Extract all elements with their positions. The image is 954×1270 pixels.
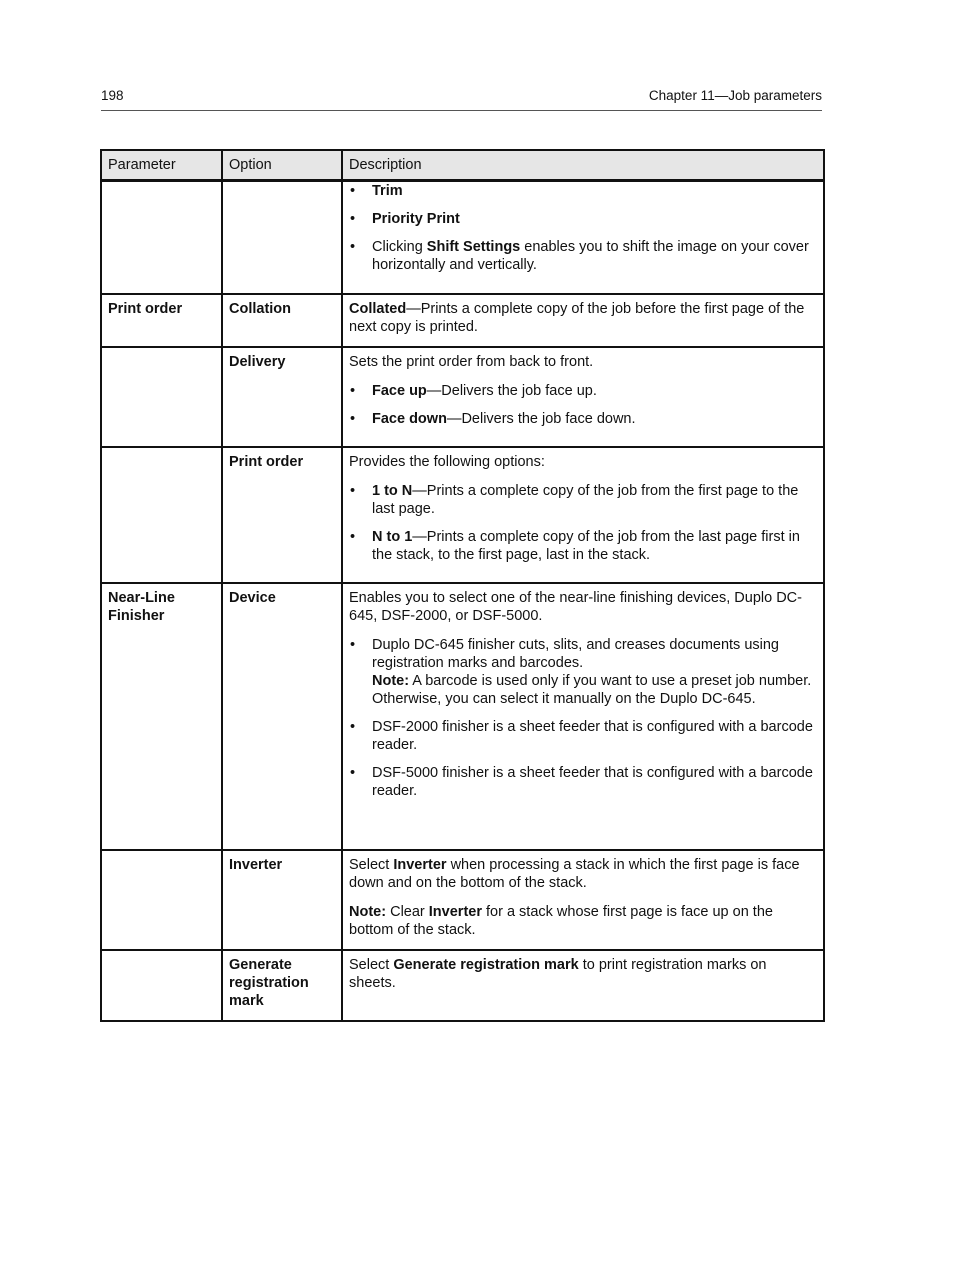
option-name: Trim [372, 182, 403, 199]
parameter-cell: Near-Line Finisher [101, 583, 222, 850]
item-bold: Shift Settings [426, 238, 521, 255]
bullet-list [349, 382, 815, 428]
parameter-cell [101, 180, 222, 294]
bullet-icon: • [350, 719, 356, 735]
item-text: Clicking [372, 238, 427, 255]
item-text: Duplo DC-645 finisher cuts, slits, and creases documents using registration marks and barcodes. [372, 637, 779, 671]
list-item [349, 210, 815, 228]
list-item [349, 528, 815, 564]
note-text: for a stack whose first page is face up on the bottom of the stack. [349, 904, 773, 938]
item-text: when processing a stack in which the first page is face down and on the bottom of the stack. [349, 857, 800, 891]
option-name: Priority Print [372, 210, 460, 227]
list-item [349, 382, 815, 400]
note-label: Note: [372, 673, 410, 689]
description-cell [342, 850, 824, 950]
table-row [101, 180, 824, 294]
note-label: Note: [349, 904, 387, 920]
description-cell [342, 180, 824, 294]
parameter-cell [101, 447, 222, 583]
description-text: Enables you to select one of the near-line finishing devices, Duplo DC-645, DSF-2000, or DSF-5000. [349, 590, 802, 624]
item-text: enables you to shift the image on your cover horizontally and vertically. [372, 238, 809, 273]
table-row [101, 347, 824, 447]
item-text: —Prints a complete copy of the job from the first page to the last page. [372, 483, 799, 517]
option-cell: Collation [222, 294, 342, 347]
description-cell [342, 294, 824, 347]
option-cell: Inverter [222, 850, 342, 950]
bullet-icon: • [350, 182, 356, 199]
item-bold: Collated [349, 301, 407, 317]
option-cell: Print order [222, 447, 342, 583]
parameters-table [100, 149, 825, 1022]
parameter-cell: Print order [101, 294, 222, 347]
bullet-list [349, 636, 815, 672]
description-cell [342, 347, 824, 447]
column-header-parameter: Parameter [101, 150, 222, 180]
item-text: —Delivers the job face up. [426, 383, 597, 399]
item-text: Select [349, 957, 394, 973]
list-item [349, 764, 815, 800]
bullet-icon: • [350, 529, 356, 545]
table-row [101, 850, 824, 950]
item-bold: N to 1 [372, 529, 413, 545]
option-cell: Generate registration mark [222, 950, 342, 1021]
note [349, 672, 815, 708]
list-item [349, 182, 815, 200]
table-header-row [101, 150, 824, 180]
bullet-icon: • [350, 210, 356, 227]
list-item [349, 718, 815, 754]
item-bold: Face down [372, 411, 447, 427]
description-text: Sets the print order from back to front. [349, 354, 594, 370]
option-cell: Device [222, 583, 342, 850]
table-row [101, 447, 824, 583]
page-number: 198 [101, 88, 124, 103]
description-cell [342, 583, 824, 850]
description-text: Provides the following options: [349, 454, 545, 470]
description-cell [342, 447, 824, 583]
list-item [349, 410, 815, 428]
list-item [349, 238, 815, 274]
parameter-cell [101, 950, 222, 1021]
bullet-icon: • [350, 238, 356, 255]
parameter-cell [101, 347, 222, 447]
item-text: to print registration marks on sheets. [349, 957, 767, 991]
bullet-icon: • [350, 483, 356, 499]
column-header-option: Option [222, 150, 342, 180]
item-text: Select [349, 857, 394, 873]
item-text: —Delivers the job face down. [446, 411, 636, 427]
page-header [101, 88, 822, 111]
item-bold: Inverter [393, 857, 447, 873]
bullet-icon: • [350, 383, 356, 399]
note [349, 903, 815, 939]
description-text [349, 856, 815, 892]
list-item [349, 636, 815, 672]
table-row [101, 583, 824, 850]
item-bold: Inverter [428, 904, 482, 920]
option-cell [222, 180, 342, 294]
item-text: DSF-5000 finisher is a sheet feeder that is configured with a barcode reader. [372, 765, 813, 799]
item-text: DSF-2000 finisher is a sheet feeder that is configured with a barcode reader. [372, 719, 813, 753]
bullet-list [349, 182, 815, 274]
item-text: —Prints a complete copy of the job from the last page first in the stack, to the first page, last in the stack. [372, 529, 800, 563]
item-bold: 1 to N [372, 483, 413, 499]
item-bold: Face up [372, 383, 427, 399]
table-row [101, 950, 824, 1021]
bullet-icon: • [350, 765, 356, 781]
item-bold: Generate registration mark [393, 957, 579, 973]
parameter-cell [101, 850, 222, 950]
list-item [349, 482, 815, 518]
bullet-list [349, 718, 815, 800]
bullet-icon: • [350, 637, 356, 653]
bullet-list [349, 482, 815, 564]
note-text: Clear [386, 904, 429, 920]
item-text: —Prints a complete copy of the job before the first page of the next copy is printed. [349, 301, 805, 335]
option-cell: Delivery [222, 347, 342, 447]
column-header-description: Description [342, 150, 824, 180]
bullet-icon: • [350, 411, 356, 427]
chapter-title: Chapter 11—Job parameters [648, 88, 822, 103]
description-cell [342, 950, 824, 1021]
table-row [101, 294, 824, 347]
note-text: A barcode is used only if you want to use a preset job number. Otherwise, you can select it manually on the Duplo DC-645. [372, 673, 812, 707]
